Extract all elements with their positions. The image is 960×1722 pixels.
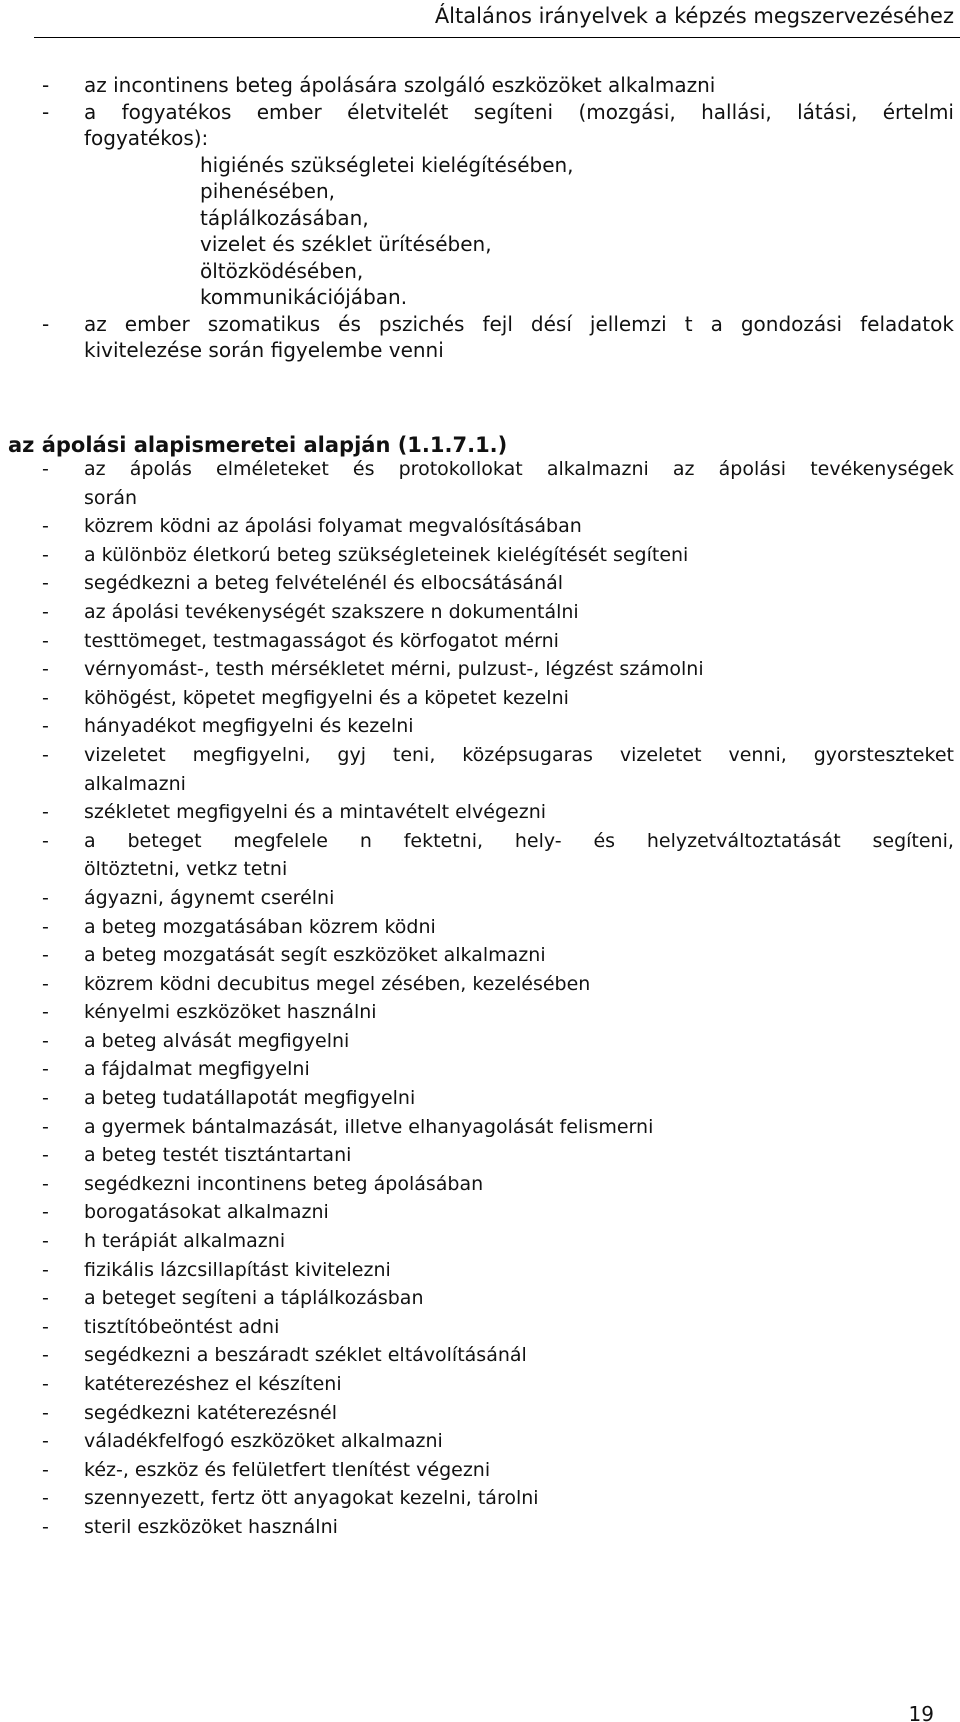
list-item-text: hányadékot megfigyelni és kezelni [84,715,414,738]
list-dash: - [42,99,50,124]
list-line [0,684,960,713]
list-item-text: testtömeget, testmagasságot és körfogatot mérni [84,629,559,652]
list-dash: - [42,1001,49,1024]
list-dash: - [42,73,50,97]
list-line [0,512,960,541]
list-dash: - [42,572,49,595]
list-item-text: kényelmi eszközöket használni [84,1001,377,1024]
list-item-text: a beteget segíteni a táplálkozásban [84,1287,424,1310]
list-line [0,655,960,684]
list-line [0,1456,960,1485]
list-dash: - [42,1087,49,1110]
list-dash: - [42,629,49,652]
list-item-text: székletet megfigyelni és a mintavételt elvégezni [84,801,547,824]
list-item-text: a fájdalmat megfigyelni [84,1058,310,1081]
list-item-text: a beteg mozgatásában közrem ködni [84,915,436,938]
list-line [0,1227,960,1256]
list-line [0,884,960,913]
list-dash: - [42,686,49,709]
list-line [0,231,960,258]
list-line [0,258,960,285]
list-dash: - [42,515,49,538]
list-dash: - [42,1258,49,1281]
list-dash: - [42,1029,49,1052]
list-line [0,1284,960,1313]
list-line [0,798,960,827]
list-item-text: a különböz életkorú beteg szükségleteinek kielégítését segíteni [84,543,689,566]
list-block-1 [0,72,960,364]
list-dash: - [42,1287,49,1310]
list-item-text: szennyezett, fertz ött anyagokat kezelni, tárolni [84,1487,539,1510]
list-subitem-text: táplálkozásában, [200,205,369,230]
list-dash: - [42,1344,49,1367]
list-line [0,311,960,338]
list-line [0,1141,960,1170]
list-item-text: borogatásokat alkalmazni [84,1201,329,1224]
list-line [0,627,960,656]
list-dash: - [42,1515,49,1538]
list-line [0,1113,960,1142]
running-header-title: Általános irányelvek a képzés megszervezéséhez [434,4,954,28]
list-block-2 [0,455,960,1542]
list-subitem-text: kommunikációjában. [200,285,408,309]
page-number: 19 [908,1704,934,1722]
list-dash: - [42,1230,49,1253]
list-item-text: katéterezéshez el készíteni [84,1373,342,1395]
header-rule [34,37,960,38]
list-line [0,712,960,741]
list-line [0,1055,960,1084]
list-item-text: fogyatékos): [84,126,209,150]
section-heading: az ápolási alapismeretei alapján (1.1.7.1.) [8,433,508,457]
list-dash: - [42,915,49,938]
list-item-text: fizikális lázcsillapítást kivitelezni [84,1258,391,1281]
list-line [0,1256,960,1285]
list-subitem-text: vizelet és széklet ürítésében, [200,232,492,256]
list-line [0,741,960,770]
list-line [0,284,960,311]
list-line [0,1370,960,1399]
list-line [0,998,960,1027]
list-line [0,99,960,126]
list-line [0,1484,960,1513]
list-item-text: segédkezni katéterezésnél [84,1401,337,1424]
list-line [0,1170,960,1199]
list-line [0,178,960,205]
list-item-text: közrem ködni decubitus megel zésében, kezelésében [84,972,591,995]
list-item-text: kivitelezése során figyelembe venni [84,338,444,362]
list-item-text: közrem ködni az ápolási folyamat megvalósításában [84,515,582,538]
list-dash: - [42,1487,49,1510]
list-item-text: vérnyomást-, testh mérsékletet mérni, pulzust-, légzést számolni [84,658,704,681]
list-item-text: kéz-, eszköz és felületfert tlenítést végezni [84,1458,491,1481]
list-item-text: a fogyatékos ember életvitelét segíteni (mozgási, hallási, látási, értelmi [84,99,954,124]
list-item-text: a gyermek bántalmazását, illetve elhanyagolását felismerni [84,1115,654,1138]
list-line [0,1399,960,1428]
list-line [0,827,960,856]
list-dash: - [42,1315,49,1338]
list-dash: - [42,311,50,336]
list-line [0,1513,960,1542]
list-line [0,455,960,484]
list-line [0,152,960,179]
list-dash: - [42,944,49,967]
list-dash: - [42,886,49,909]
list-line [0,205,960,232]
list-item-text: vizeletet megfigyelni, gyj teni, középsugaras vizeletet venni, gyorsteszteket [84,743,954,766]
list-line [0,72,960,99]
list-item-text: váladékfelfogó eszközöket alkalmazni [84,1430,443,1453]
list-item-text: a beteg alvását megfigyelni [84,1029,350,1052]
list-line [0,770,960,799]
list-item-text: a beteg testét tisztántartani [84,1144,352,1167]
list-dash: - [42,715,49,738]
list-item-text: alkalmazni [84,772,186,795]
list-dash: - [42,972,49,995]
list-dash: - [42,458,49,480]
list-line [0,484,960,513]
list-line [0,1341,960,1370]
list-line [0,913,960,942]
list-line [0,598,960,627]
list-line [0,941,960,970]
list-item-text: steril eszközöket használni [84,1515,338,1538]
list-dash: - [42,801,49,824]
list-item-text: h terápiát alkalmazni [84,1230,286,1253]
list-subitem-text: higiénés szükségletei kielégítésében, [200,152,574,177]
list-dash: - [42,1115,49,1138]
list-item-text: az ápolás elméleteket és protokollokat alkalmazni az ápolási tevékenységek [84,458,954,480]
list-line [0,1027,960,1056]
list-dash: - [42,829,49,852]
list-dash: - [42,1144,49,1167]
list-item-text: öltöztetni, vetkz tetni [84,858,288,881]
list-item-text: során [84,486,138,509]
list-dash: - [42,1401,49,1424]
list-dash: - [42,1201,49,1224]
list-item-text: az ápolási tevékenységét szakszere n dokumentálni [84,600,579,623]
list-dash: - [42,1373,49,1395]
list-line [0,970,960,999]
list-item-text: a beteg tudatállapotát megfigyelni [84,1087,416,1110]
list-item-text: ágyazni, ágynemt cserélni [84,886,335,909]
list-line [0,1427,960,1456]
list-line [0,569,960,598]
list-item-text: az incontinens beteg ápolására szolgáló eszközöket alkalmazni [84,73,716,97]
list-subitem-text: öltözködésében, [200,258,364,283]
list-dash: - [42,543,49,566]
list-line [0,1313,960,1342]
list-item-text: segédkezni incontinens beteg ápolásában [84,1172,484,1195]
list-item-text: az ember szomatikus és pszichés fejl désí jellemzi t a gondozási feladatok [84,311,954,336]
list-line [0,337,960,364]
list-dash: - [42,1430,49,1453]
list-dash: - [42,1172,49,1195]
list-item-text: a beteget megfelele n fektetni, hely- és helyzetváltoztatását segíteni, [84,829,954,852]
list-dash: - [42,1458,49,1481]
list-dash: - [42,743,49,766]
list-item-text: segédkezni a beszáradt széklet eltávolításánál [84,1344,527,1367]
list-item-text: tisztítóbeöntést adni [84,1315,280,1338]
list-line [0,1198,960,1227]
list-dash: - [42,1058,49,1081]
list-subitem-text: pihenésében, [200,179,335,203]
list-item-text: köhögést, köpetet megfigyelni és a köpetet kezelni [84,686,569,709]
list-dash: - [42,658,49,681]
list-line [0,1084,960,1113]
list-dash: - [42,600,49,623]
list-line [0,125,960,152]
list-item-text: segédkezni a beteg felvételénél és elbocsátásánál [84,572,564,595]
list-line [0,541,960,570]
list-item-text: a beteg mozgatását segít eszközöket alkalmazni [84,944,546,967]
list-line [0,855,960,884]
